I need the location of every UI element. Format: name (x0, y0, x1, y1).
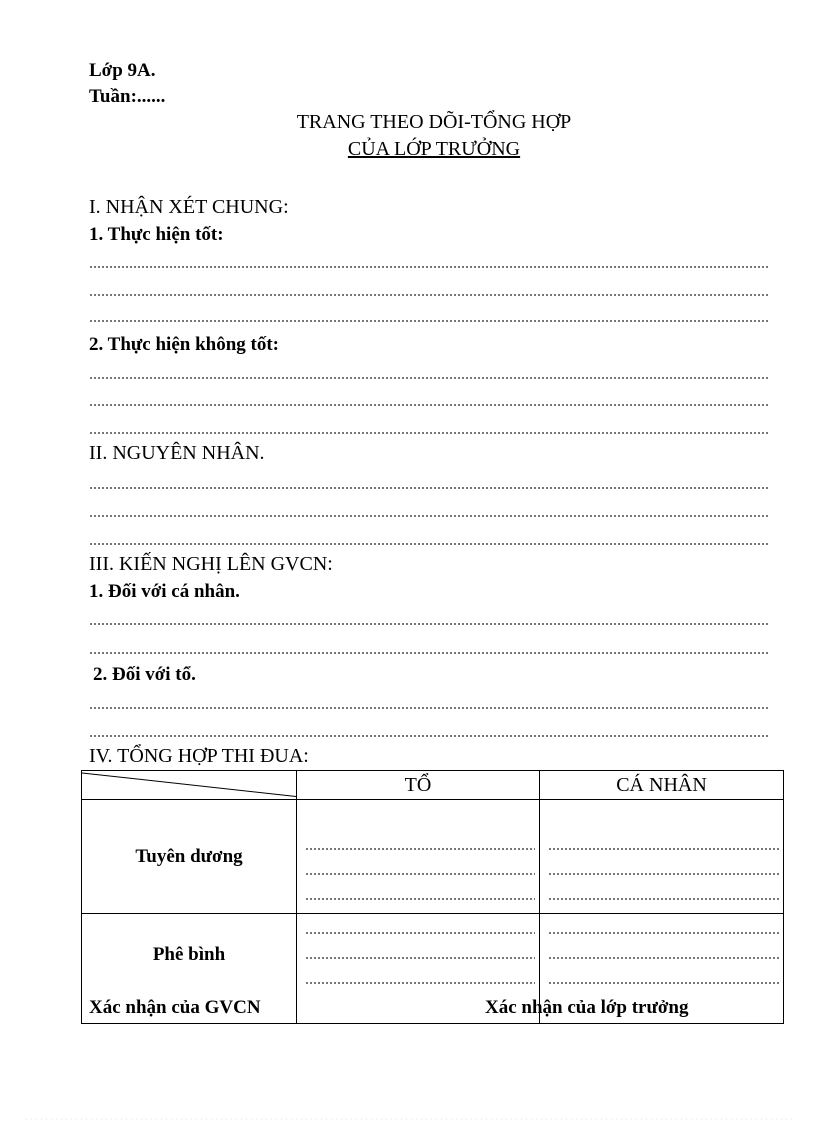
writing-line (89, 707, 768, 709)
writing-line (89, 623, 768, 625)
writing-line (305, 932, 535, 934)
week-label: Tuần:...... (89, 86, 166, 107)
writing-line (89, 294, 768, 296)
section3-sub1: 1. Đối với cá nhân. (89, 581, 240, 602)
writing-line (548, 932, 779, 934)
footer-gvcn-confirmation: Xác nhận của GVCN (89, 997, 261, 1018)
writing-line (548, 873, 779, 875)
class-label: Lớp 9A. (89, 60, 156, 81)
writing-line (89, 652, 768, 654)
writing-line (305, 957, 535, 959)
page-title-line1: TRANG THEO DÕI-TỔNG HỢP (296, 111, 572, 133)
col-header-ca-nhan: CÁ NHÂN (540, 771, 784, 800)
row-label-tuyen-duong: Tuyên dương (82, 800, 297, 914)
section3-sub2: 2. Đối với tổ. (93, 664, 196, 685)
writing-line (89, 515, 768, 517)
section1-sub1: 1. Thực hiện tốt: (89, 224, 224, 245)
diagonal-divider (82, 771, 296, 800)
writing-line (89, 543, 768, 545)
page-edge-divider (24, 1118, 792, 1120)
writing-line (548, 848, 779, 850)
writing-line (305, 848, 535, 850)
table-corner-cell (82, 771, 297, 800)
page-title-line2: CỦA LỚP TRƯỞNG (347, 138, 521, 160)
writing-line (548, 898, 779, 900)
col-header-to: TỔ (297, 771, 540, 800)
section1-heading: I. NHẬN XÉT CHUNG: (89, 196, 289, 218)
writing-line (89, 377, 768, 379)
writing-line (305, 982, 535, 984)
section3-heading: III. KIẾN NGHỊ LÊN GVCN: (89, 553, 333, 575)
row-label-phe-binh: Phê bình (82, 914, 297, 1024)
writing-line (89, 266, 768, 268)
writing-line (89, 404, 768, 406)
writing-line (89, 320, 768, 322)
writing-line (548, 982, 779, 984)
table-cell (297, 800, 540, 914)
section2-heading: II. NGUYÊN NHÂN. (89, 442, 265, 464)
section1-sub2: 2. Thực hiện không tốt: (89, 334, 280, 355)
tally-table (81, 770, 784, 1024)
table-cell (540, 800, 784, 914)
writing-line (305, 898, 535, 900)
writing-line (89, 735, 768, 737)
writing-line (89, 487, 768, 489)
footer-class-leader-confirmation: Xác nhận của lớp trưởng (485, 997, 689, 1018)
writing-line (305, 873, 535, 875)
section4-heading: IV. TỔNG HỢP THI ĐUA: (89, 745, 309, 767)
writing-line (548, 957, 779, 959)
writing-line (89, 432, 768, 434)
